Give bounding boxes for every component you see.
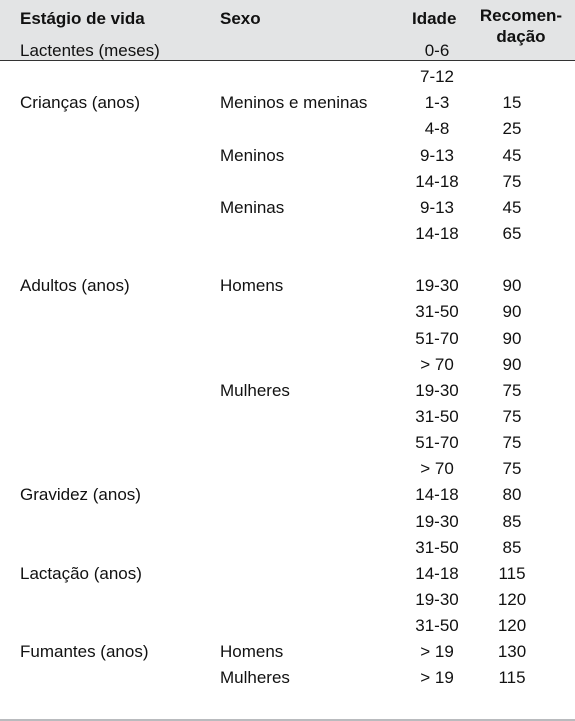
cell-stage: Lactentes (meses) — [20, 41, 160, 60]
cell-rec: 90 — [502, 329, 522, 348]
cell-rec: 120 — [497, 590, 527, 609]
cell-sex: Homens — [220, 276, 284, 295]
cell-age: 31-50 — [415, 538, 459, 557]
cell-rec — [476, 40, 548, 62]
cell-sex: Homens — [220, 642, 284, 661]
cell-rec: 120 — [497, 616, 527, 635]
cell-age: 0-6 — [424, 41, 450, 60]
cell-stage: Lactação (anos) — [20, 564, 142, 583]
cell-rec: 75 — [502, 459, 522, 478]
cell-stage: Fumantes (anos) — [20, 642, 149, 661]
cell-rec: 85 — [502, 512, 522, 531]
cell-rec: 25 — [502, 119, 522, 138]
cell-sex: Meninas — [220, 198, 285, 217]
cell-age: 51-70 — [415, 433, 459, 452]
cell-age: 19-30 — [415, 590, 459, 609]
cell-sex: Mulheres — [220, 381, 290, 400]
header-recommendation-line2: dação — [496, 27, 546, 46]
header-age: Idade — [412, 9, 457, 28]
cell-rec — [476, 66, 548, 88]
cell-age: 51-70 — [415, 329, 459, 348]
cell-age: 31-50 — [415, 616, 459, 635]
cell-age: 14-18 — [415, 485, 459, 504]
header-recommendation-line1: Recomen- — [479, 6, 563, 25]
cell-age: 9-13 — [419, 146, 455, 165]
cell-stage: Adultos (anos) — [20, 276, 130, 295]
cell-rec: 45 — [502, 198, 522, 217]
cell-age: 19-30 — [415, 276, 459, 295]
cell-age: > 70 — [420, 459, 454, 478]
cell-stage: Gravidez (anos) — [20, 485, 141, 504]
cell-stage: Crianças (anos) — [20, 93, 140, 112]
cell-age: 1-3 — [424, 93, 450, 112]
cell-age: 19-30 — [415, 381, 459, 400]
cell-rec: 90 — [502, 302, 522, 321]
cell-sex: Meninos — [220, 146, 285, 165]
cell-rec: 90 — [502, 355, 522, 374]
cell-rec: 65 — [502, 224, 522, 243]
cell-rec: 75 — [502, 381, 522, 400]
cell-age: 14-18 — [415, 564, 459, 583]
cell-age: 14-18 — [415, 224, 459, 243]
cell-age: 14-18 — [415, 172, 459, 191]
cell-sex: Meninos e meninas — [220, 93, 368, 112]
cell-rec: 75 — [502, 433, 522, 452]
cell-rec: 75 — [502, 407, 522, 426]
header-stage: Estágio de vida — [20, 9, 145, 28]
cell-age: 19-30 — [415, 512, 459, 531]
cell-rec: 90 — [502, 276, 522, 295]
cell-rec: 85 — [502, 538, 522, 557]
cell-age: > 70 — [420, 355, 454, 374]
cell-rec: 130 — [497, 642, 527, 661]
cell-rec: 75 — [502, 172, 522, 191]
cell-rec: 115 — [498, 668, 526, 687]
cell-rec: 115 — [498, 564, 526, 583]
cell-age: 31-50 — [415, 302, 459, 321]
cell-age: > 19 — [420, 668, 454, 687]
cell-age: 31-50 — [415, 407, 459, 426]
cell-age: 7-12 — [419, 67, 455, 86]
cell-rec: 45 — [502, 146, 522, 165]
cell-rec: 80 — [502, 485, 522, 504]
header-sex: Sexo — [220, 9, 261, 28]
cell-age: 9-13 — [419, 198, 455, 217]
cell-sex: Mulheres — [220, 668, 290, 687]
cell-age: 4-8 — [424, 119, 450, 138]
cell-age: > 19 — [420, 642, 454, 661]
cell-rec: 15 — [502, 93, 522, 112]
